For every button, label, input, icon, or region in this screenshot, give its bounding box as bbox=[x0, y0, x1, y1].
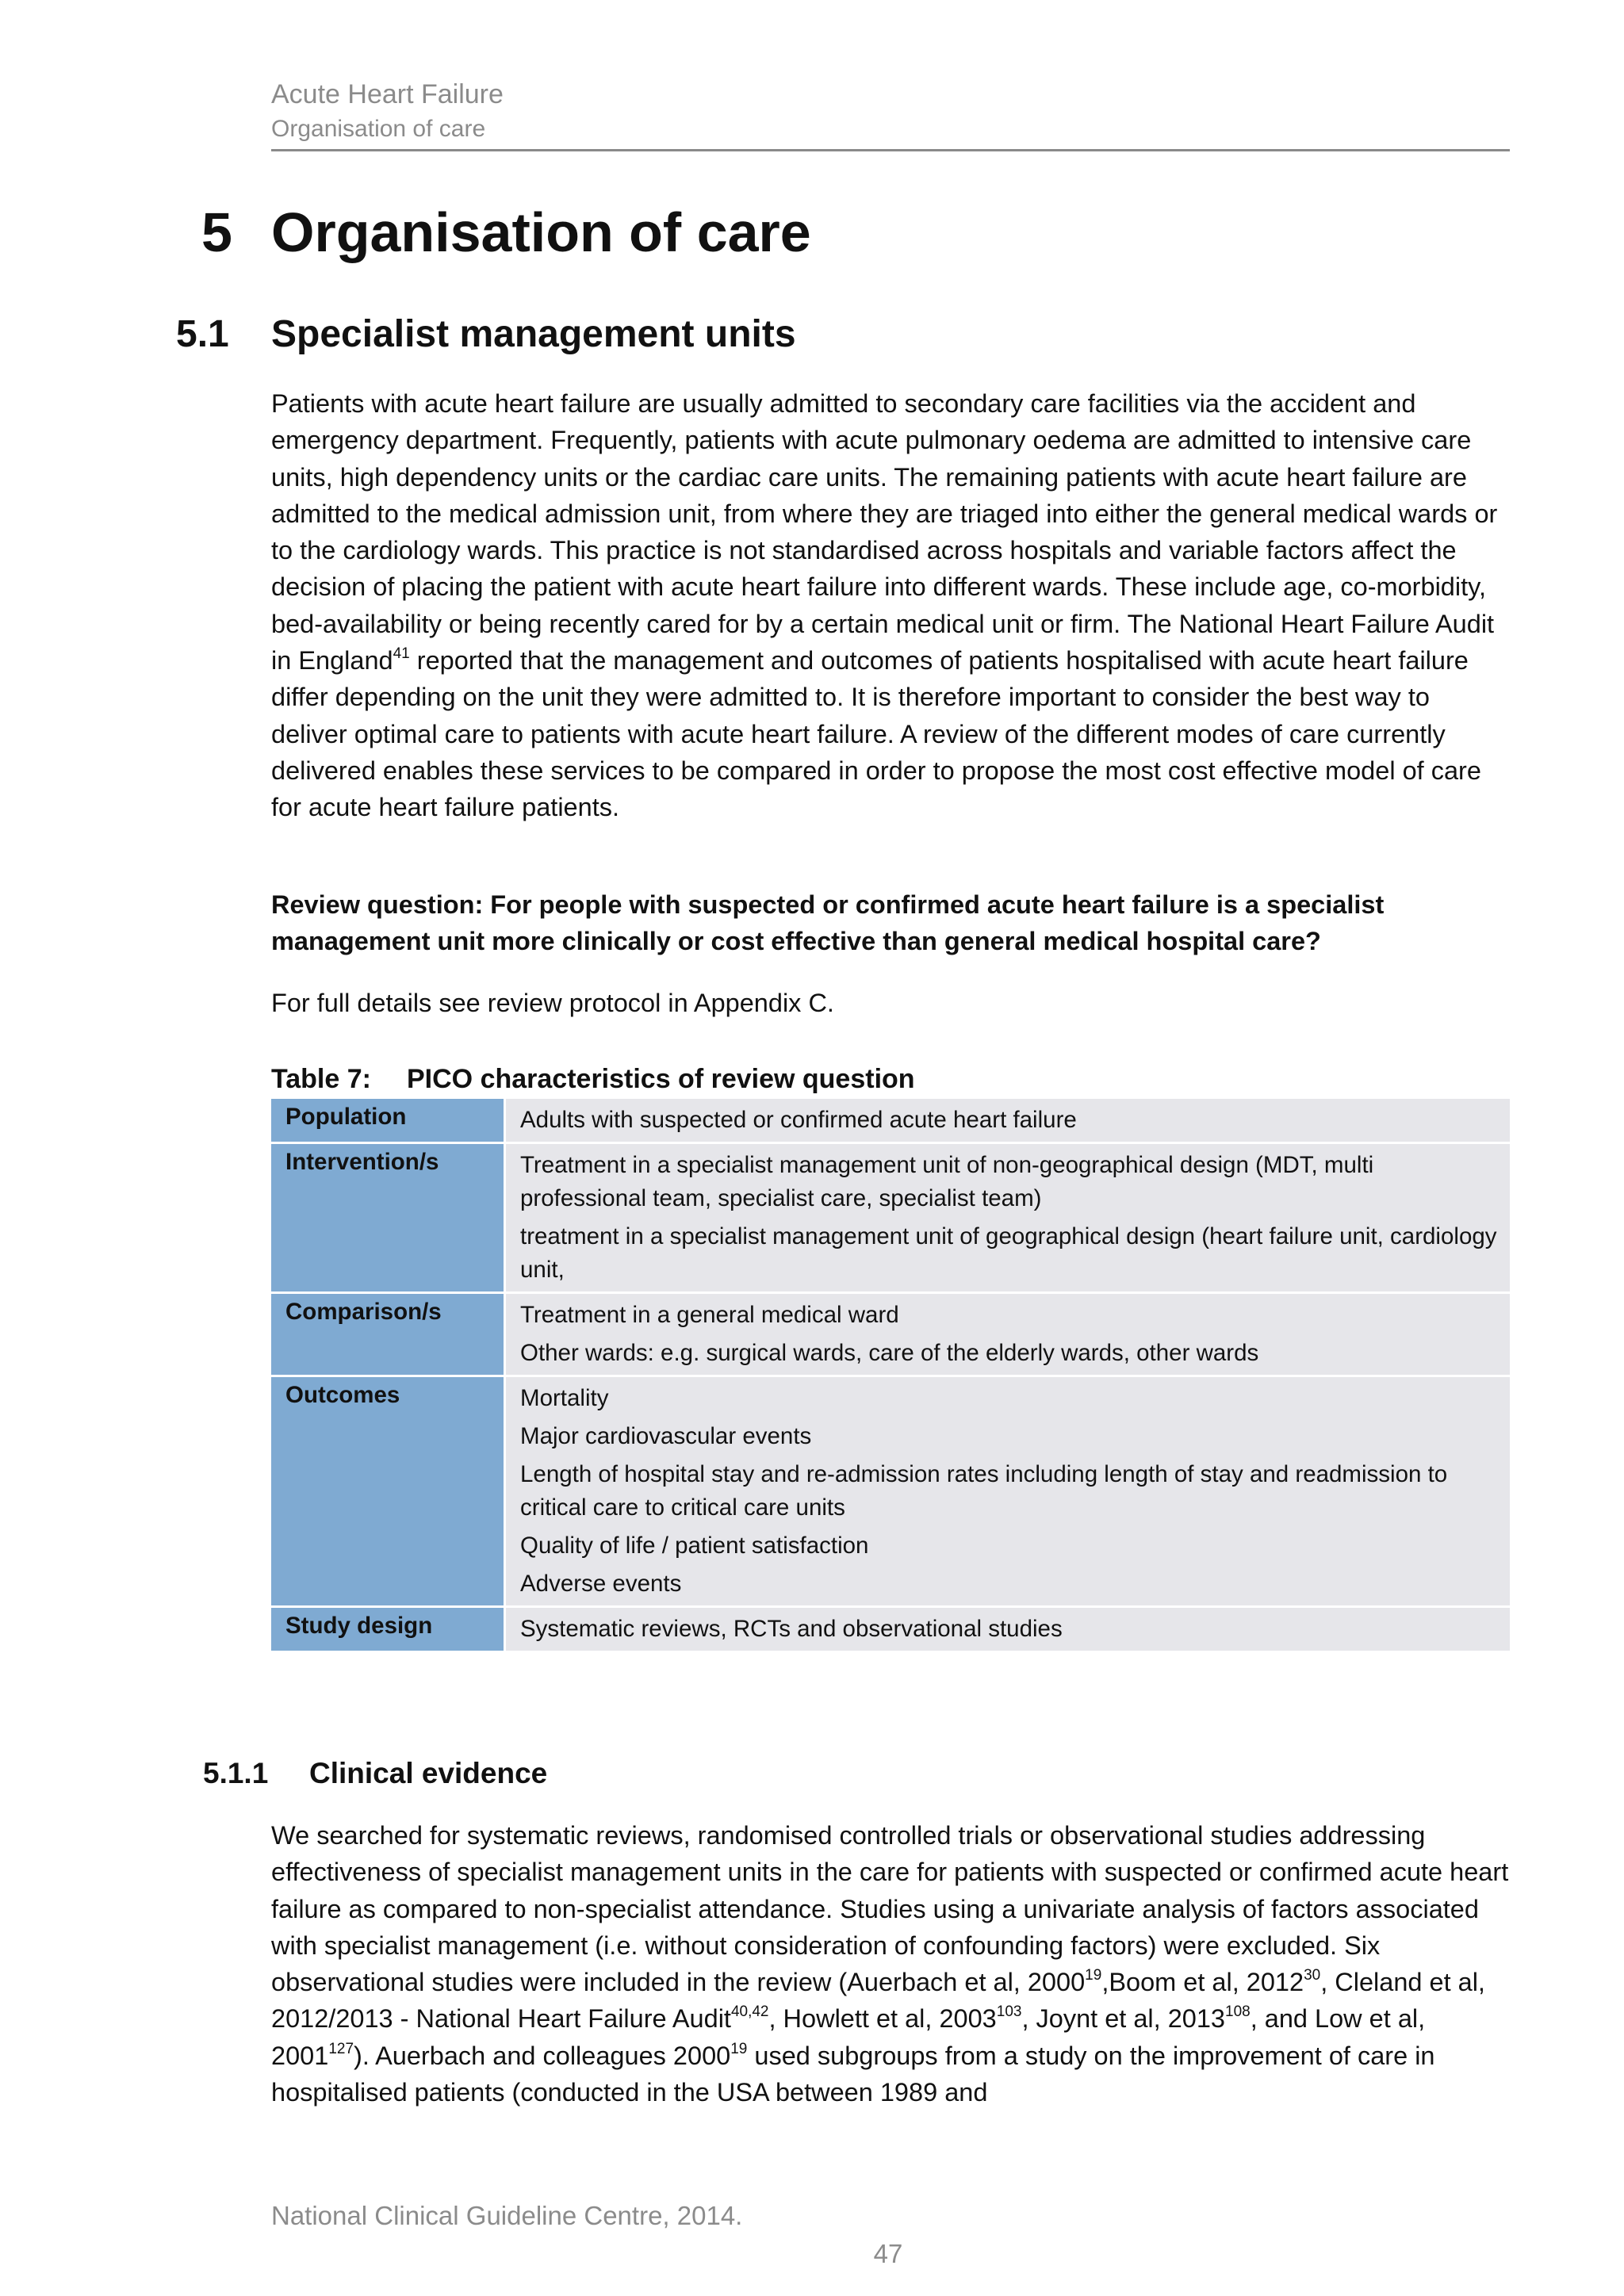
citation: 30 bbox=[1304, 1967, 1321, 1984]
citation: 40,42 bbox=[730, 2003, 769, 2021]
citation: 108 bbox=[1225, 2003, 1251, 2021]
subsection-number: 5.1.1 bbox=[203, 1757, 269, 1789]
evidence-text: , and Low et al, 2001 bbox=[271, 2004, 1426, 2070]
row-value-line: Adults with suspected or confirmed acute heart failure bbox=[520, 1107, 1077, 1133]
table-label: Table 7: bbox=[271, 1064, 371, 1094]
evidence-text: used subgroups from a study on the improvement of care in hospitalised patients (conducted in the USA between 1989 and bbox=[271, 2041, 1435, 2107]
table-row bbox=[271, 1607, 1510, 1652]
evidence-text: , Joynt et al, 2013 bbox=[1021, 2004, 1226, 2034]
citation: 41 bbox=[393, 645, 410, 663]
running-header bbox=[271, 76, 1510, 151]
row-value-line: Treatment in a general medical ward bbox=[520, 1302, 899, 1328]
review-question: Review question: For people with suspected or confirmed acute heart failure is a specialist management unit more clinically or cost effective than general medical hospital care? bbox=[271, 890, 1385, 956]
header-subtitle: Organisation of care bbox=[271, 116, 486, 142]
row-value-line: Length of hospital stay and re-admission rates including length of stay and readmission to critical care to critical care units bbox=[520, 1461, 1448, 1521]
evidence-paragraph bbox=[271, 1817, 1510, 2110]
row-value-line: Systematic reviews, RCTs and observational studies bbox=[520, 1616, 1063, 1642]
row-value-line: Quality of life / patient satisfaction bbox=[520, 1533, 869, 1559]
section-number: 5.1 bbox=[176, 313, 229, 355]
row-value-line: Adverse events bbox=[520, 1571, 682, 1597]
section-heading bbox=[176, 309, 796, 360]
citation: 103 bbox=[996, 2003, 1022, 2021]
row-label: Study design bbox=[271, 1607, 505, 1652]
row-label: Population bbox=[271, 1099, 505, 1143]
row-label: Outcomes bbox=[271, 1376, 505, 1607]
pico-table bbox=[271, 1099, 1510, 1653]
table-caption bbox=[271, 1061, 915, 1097]
row-value-line: Major cardiovascular events bbox=[520, 1423, 812, 1449]
page-number: 47 bbox=[873, 2239, 903, 2268]
row-values bbox=[505, 1143, 1511, 1293]
row-label: Comparison/s bbox=[271, 1293, 505, 1376]
citation: 19 bbox=[1085, 1967, 1102, 1984]
subsection-title: Clinical evidence bbox=[309, 1757, 548, 1789]
intro-paragraph bbox=[271, 385, 1510, 826]
row-values bbox=[505, 1376, 1511, 1607]
intro-text-part2: reported that the management and outcomes of patients hospitalised with acute heart failure differ depending on the unit they were admitted to. It is therefore important to consider the best way to deliver optimal care to patients with acute heart failure. A review of the different modes of care currently delivered enables these services to be compared in order to propose the most cost effective model of care for acute heart failure patients. bbox=[271, 646, 1481, 822]
citation: 19 bbox=[730, 2040, 748, 2057]
row-value-line: Treatment in a specialist management unit of non-geographical design (MDT, multi professional team, specialist care, specialist team) bbox=[520, 1152, 1374, 1211]
table-title: PICO characteristics of review question bbox=[407, 1064, 915, 1094]
table-row bbox=[271, 1143, 1510, 1293]
evidence-text: , Howlett et al, 2003 bbox=[768, 2004, 997, 2034]
evidence-text: We searched for systematic reviews, randomised controlled trials or observational studies addressing effectiveness of specialist management units in the care for patients with suspected or confirmed acute heart failure as compared to non-specialist attendance. Studies using a univariate analysis of factors associated with specialist management (i.e. without consideration of confounding factors) were excluded. Six observational studies were included in the review (Auerbach et al, 2000 bbox=[271, 1821, 1509, 1997]
row-label: Intervention/s bbox=[271, 1143, 505, 1293]
protocol-note: For full details see review protocol in Appendix C. bbox=[271, 989, 834, 1017]
row-values bbox=[505, 1607, 1511, 1652]
table-row bbox=[271, 1376, 1510, 1607]
row-value-line: Other wards: e.g. surgical wards, care of the elderly wards, other wards bbox=[520, 1340, 1259, 1366]
table-row bbox=[271, 1099, 1510, 1143]
table-row bbox=[271, 1293, 1510, 1376]
footer-text: National Clinical Guideline Centre, 2014. bbox=[271, 2201, 743, 2230]
row-value-line: Mortality bbox=[520, 1385, 609, 1411]
chapter-title: Organisation of care bbox=[271, 201, 811, 263]
chapter-heading bbox=[201, 198, 811, 266]
citation: 127 bbox=[328, 2040, 354, 2057]
row-values bbox=[505, 1099, 1511, 1143]
subsection-heading bbox=[203, 1754, 547, 1793]
evidence-text: ). Auerbach and colleagues 2000 bbox=[354, 2041, 731, 2070]
section-title: Specialist management units bbox=[271, 313, 796, 355]
chapter-number: 5 bbox=[201, 201, 232, 263]
evidence-text: , Cleland et al, 2012/2013 - National Heart Failure Audit bbox=[271, 1968, 1485, 2034]
row-value-line: treatment in a specialist management unit of geographical design (heart failure unit, cardiology unit, bbox=[520, 1223, 1497, 1283]
header-title: Acute Heart Failure bbox=[271, 79, 504, 109]
row-values bbox=[505, 1293, 1511, 1376]
evidence-text: ,Boom et al, 2012 bbox=[1101, 1968, 1304, 1997]
intro-text-part1: Patients with acute heart failure are usually admitted to secondary care facilities via the accident and emergency department. Frequently, patients with acute pulmonary oedema are admitted to intensive care units, high dependency units or the cardiac care units. The remaining patients with acute heart failure are admitted to the medical admission unit, from where they are triaged into either the general medical wards or to the cardiology wards. This practice is not standardised across hospitals and variable factors affect the decision of placing the patient with acute heart failure into different wards. These include age, co-morbidity, bed-availability or being recently cared for by a certain medical unit or firm. The National Heart Failure Audit in England bbox=[271, 389, 1498, 675]
